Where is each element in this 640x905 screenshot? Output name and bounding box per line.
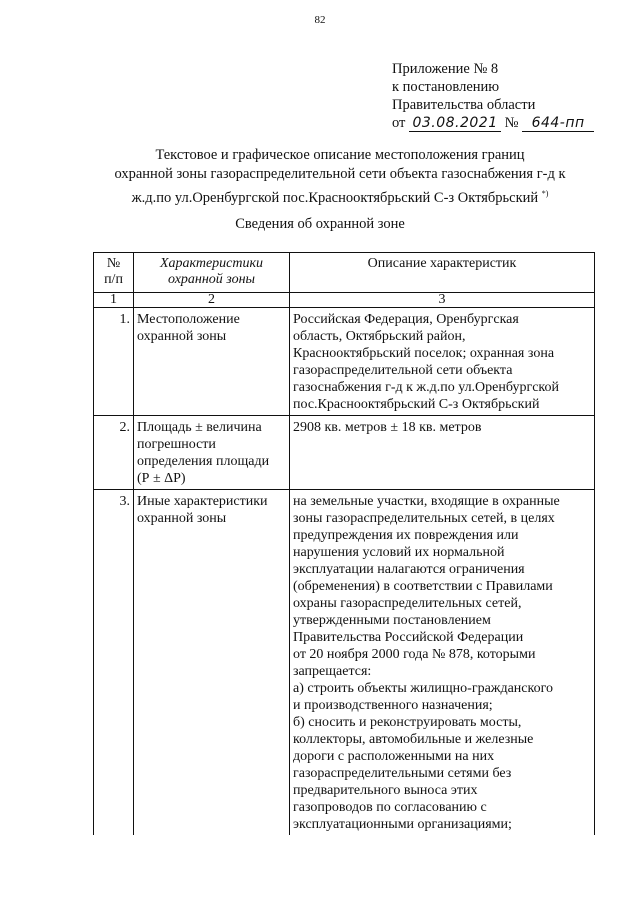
table-header-row xyxy=(94,253,595,293)
description-line: дороги с расположенными на них xyxy=(293,749,495,764)
row-characteristic xyxy=(134,416,290,490)
resolution-number: 644-пп xyxy=(522,116,594,132)
column-number-2: 2 xyxy=(134,293,290,308)
header-number xyxy=(94,253,134,293)
header-characteristic-line-1: Характеристики xyxy=(159,256,264,271)
row-characteristic xyxy=(134,308,290,416)
column-number-3: 3 xyxy=(290,293,595,308)
description-line: Краснооктябрьский поселок; охранная зона xyxy=(293,346,555,361)
row-number: 2. xyxy=(94,416,134,490)
description-line: газоснабжения г-д к ж.д.по ул.Оренбургской xyxy=(293,380,560,395)
description-line: (обременения) в соответствии с Правилами xyxy=(293,579,553,594)
description-line: предупреждения их повреждения или xyxy=(293,528,519,543)
characteristic-line: погрешности xyxy=(137,437,216,452)
description-line: Российская Федерация, Оренбургская xyxy=(293,312,519,327)
column-numbers-row xyxy=(94,293,595,308)
characteristic-line: Площадь ± величина xyxy=(137,420,262,435)
description-line: газораспределительной сети объекта xyxy=(293,363,513,378)
description-line: охраны газораспределительных сетей, xyxy=(293,596,522,611)
description-line: коллекторы, автомобильные и железные xyxy=(293,732,534,747)
description-line: эксплуатации налагаются ограничения xyxy=(293,562,525,577)
appendix-date-number-row xyxy=(392,114,622,132)
header-number-line-2: п/п xyxy=(104,272,123,287)
description-line: от 20 ноября 2000 года № 878, которыми xyxy=(293,647,536,662)
description-line: эксплуатационными организациями; xyxy=(293,817,512,832)
description-line: пос.Краснооктябрьский С-з Октябрьский xyxy=(293,397,540,412)
characteristic-line: Местоположение xyxy=(137,312,240,327)
section-title: Сведения об охранной зоне xyxy=(235,216,405,232)
resolution-date: 03.08.2021 xyxy=(409,116,501,132)
header-description: Описание характеристик xyxy=(290,253,595,293)
row-number: 3. xyxy=(94,490,134,836)
appendix-line-3: Правительства области xyxy=(392,97,536,113)
table-row xyxy=(94,416,595,490)
description-line: и производственного назначения; xyxy=(293,698,493,713)
appendix-line-2: к постановлению xyxy=(392,79,500,95)
footnote-mark: *) xyxy=(541,189,549,198)
title-line-2: охранной зоны газораспределительной сети объекта газоснабжения г-д к xyxy=(114,166,566,182)
number-label: № xyxy=(504,115,519,131)
description-line: нарушения условий их нормальной xyxy=(293,545,505,560)
header-characteristic xyxy=(134,253,290,293)
title-line-3 xyxy=(80,184,600,208)
characteristic-line: охранной зоны xyxy=(137,329,227,344)
description-line: на земельные участки, входящие в охранные xyxy=(293,494,560,509)
from-label: от xyxy=(392,115,406,131)
description-line: б) сносить и реконструировать мосты, xyxy=(293,715,522,730)
row-characteristic xyxy=(134,490,290,836)
page-number: 82 xyxy=(314,14,326,26)
description-line: Правительства Российской Федерации xyxy=(293,630,524,645)
description-line: предварительного выноса этих xyxy=(293,783,478,798)
protection-zone-table xyxy=(93,252,595,835)
description-line: запрещается: xyxy=(293,664,372,679)
table-row xyxy=(94,490,595,836)
header-number-line-1: № xyxy=(106,256,121,271)
description-line: газораспределительными сетями без xyxy=(293,766,512,781)
table-row xyxy=(94,308,595,416)
characteristic-line: Иные характеристики xyxy=(137,494,268,509)
row-number: 1. xyxy=(94,308,134,416)
description-line: зоны газораспределительных сетей, в целях xyxy=(293,511,555,526)
characteristic-line: (Р ± ΔР) xyxy=(137,471,186,486)
title-line-3-text: ж.д.по ул.Оренбургской пос.Краснооктябрьский С-з Октябрьский xyxy=(131,189,539,206)
appendix-header xyxy=(392,60,622,132)
description-line: 2908 кв. метров ± 18 кв. метров xyxy=(293,420,482,435)
document-title xyxy=(80,146,600,208)
title-line-1: Текстовое и графическое описание местоположения границ xyxy=(155,147,525,163)
characteristic-line: определения площади xyxy=(137,454,270,469)
description-line: газопроводов по согласованию с xyxy=(293,800,487,815)
characteristic-line: охранной зоны xyxy=(137,511,227,526)
row-description xyxy=(290,490,595,836)
column-number-1: 1 xyxy=(94,293,134,308)
description-line: а) строить объекты жилищно-гражданского xyxy=(293,681,553,696)
description-line: утвержденными постановлением xyxy=(293,613,491,628)
header-characteristic-line-2: охранной зоны xyxy=(167,272,256,287)
row-description xyxy=(290,308,595,416)
description-line: область, Октябрьский район, xyxy=(293,329,466,344)
appendix-line-1: Приложение № 8 xyxy=(392,61,499,77)
row-description xyxy=(290,416,595,490)
